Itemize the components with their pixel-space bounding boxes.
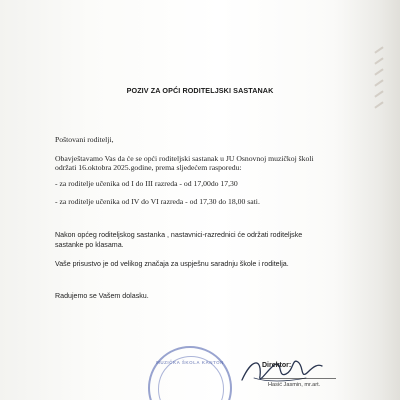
after-line-2: sastanke po klasama.: [55, 241, 124, 249]
salutation: Poštovani roditelji,: [55, 135, 114, 144]
schedule-line-1: - za roditelje učenika od I do III razreda - od 17,00do 17,30: [55, 179, 238, 188]
intro-line-1: Obavještavamo Vas da će se opći roditeljski sastanak u JU Osnovnoj muzičkoj školi: [55, 154, 314, 163]
document-title: POZIV ZA OPĆI RODITELJSKI SASTANAK: [126, 86, 274, 95]
stamp-text: MUZIČKA ŠKOLA KANTON: [156, 360, 224, 365]
director-label: Direktor:: [262, 362, 292, 369]
signature-line: [262, 378, 336, 379]
director-name: Hasić Jasmin, mr.art.: [268, 382, 321, 388]
presence-line: Vaše prisustvo je od velikog značaja za uspješnu saradnju škole i roditelja.: [55, 260, 289, 268]
closing-line: Radujemo se Vašem dolasku.: [55, 292, 149, 300]
schedule-line-2: - za roditelje učenika od IV do VI razreda - od 17,30 do 18,00 sati.: [55, 197, 260, 206]
margin-marks: [370, 40, 390, 130]
intro-line-2: održati 16.oktobra 2025.godine, prema sljedećem rasporedu:: [55, 163, 242, 172]
school-stamp: [148, 346, 232, 400]
after-line-1: Nakon općeg roditeljskog sastanka , nastavnici-razrednici će održati roditeljske: [55, 231, 303, 239]
